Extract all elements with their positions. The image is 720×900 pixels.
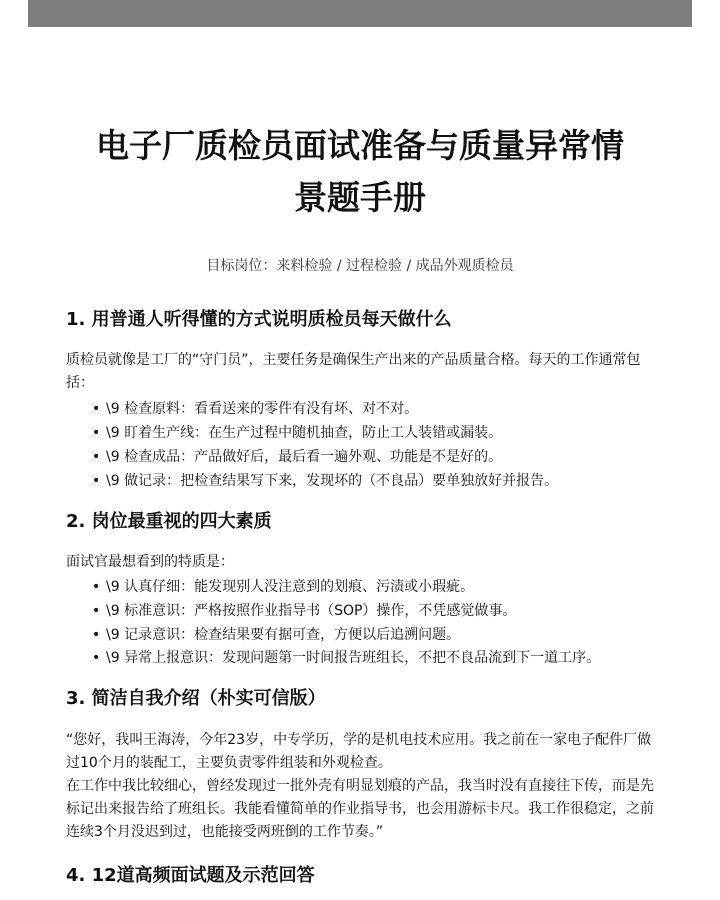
list-item-text: \9 认真仔细：能发现别人没注意到的划痕、污渍或小瑕疵。 <box>106 579 475 595</box>
section-1-intro: 质检员就像是工厂的“守门员”，主要任务是确保生产出来的产品质量合格。每天的工作通常包括： <box>66 352 641 391</box>
page-title-line-1: 电子厂质检员面试准备与质量异常情 <box>96 126 624 165</box>
list-item <box>92 623 662 647</box>
top-scroll-bar <box>28 0 692 27</box>
bullet-mark: • <box>92 650 101 666</box>
bullet-mark: • <box>92 425 101 441</box>
page-subtitle: 目标岗位：来料检验 / 过程检验 / 成品外观质检员 <box>206 258 514 274</box>
bullet-mark: • <box>92 473 101 489</box>
section-2-heading: 2. 岗位最重视的四大素质 <box>66 511 272 532</box>
section-1-heading: 1. 用普通人听得懂的方式说明质检员每天做什么 <box>66 309 452 330</box>
list-item <box>92 421 662 445</box>
section-2-list <box>92 575 662 669</box>
list-item <box>92 397 662 421</box>
list-item-text: \9 异常上报意识：发现问题第一时间报告班组长，不把不良品流到下一道工序。 <box>106 650 601 666</box>
bullet-mark: • <box>92 627 101 643</box>
list-item <box>92 469 662 493</box>
list-item-text: \9 做记录：把检查结果写下来，发现坏的（不良品）要单独放好并报告。 <box>106 473 559 489</box>
section-1-list <box>92 397 662 493</box>
section-4-heading: 4. 12道高频面试题及示范回答 <box>66 865 315 886</box>
list-item-text: \9 检查成品：产品做好后，最后看一遍外观、功能是不是好的。 <box>106 449 503 465</box>
list-item-text: \9 检查原料：看看送来的零件有没有坏、对不对。 <box>106 401 419 417</box>
document-page <box>0 27 720 900</box>
bullet-mark: • <box>92 603 101 619</box>
bullet-mark: • <box>92 401 101 417</box>
section-3-paragraph-2: 在工作中我比较细心，曾经发现过一批外壳有明显划痕的产品，我当时没有直接往下传，而是先标记出来报告给了班组长。我能看懂简单的作业指导书，也会用游标卡尺。我工作很稳定，之前连续3个月没迟到过，也能接受两班倒的工作节奏。” <box>66 778 654 840</box>
list-item-text: \9 标准意识：严格按照作业指导书（SOP）操作，不凭感觉做事。 <box>106 603 517 619</box>
section-2-intro: 面试官最想看到的特质是： <box>66 554 234 570</box>
list-item <box>92 599 662 623</box>
section-3-paragraph-1: “您好，我叫王海涛，今年23岁，中专学历，学的是机电技术应用。我之前在一家电子配件厂做过10个月的装配工，主要负责零件组装和外观检查。 <box>66 732 652 771</box>
section-3-heading: 3. 简洁自我介绍（朴实可信版） <box>66 688 326 709</box>
bullet-mark: • <box>92 579 101 595</box>
list-item <box>92 647 662 669</box>
page-title <box>40 120 680 224</box>
list-item <box>92 575 662 599</box>
list-item-text: \9 记录意识：检查结果要有据可查，方便以后追溯问题。 <box>106 627 461 643</box>
bullet-mark: • <box>92 449 101 465</box>
page-title-line-2: 景题手册 <box>294 178 426 217</box>
list-item-text: \9 盯着生产线：在生产过程中随机抽查，防止工人装错或漏装。 <box>106 425 503 441</box>
list-item <box>92 445 662 469</box>
